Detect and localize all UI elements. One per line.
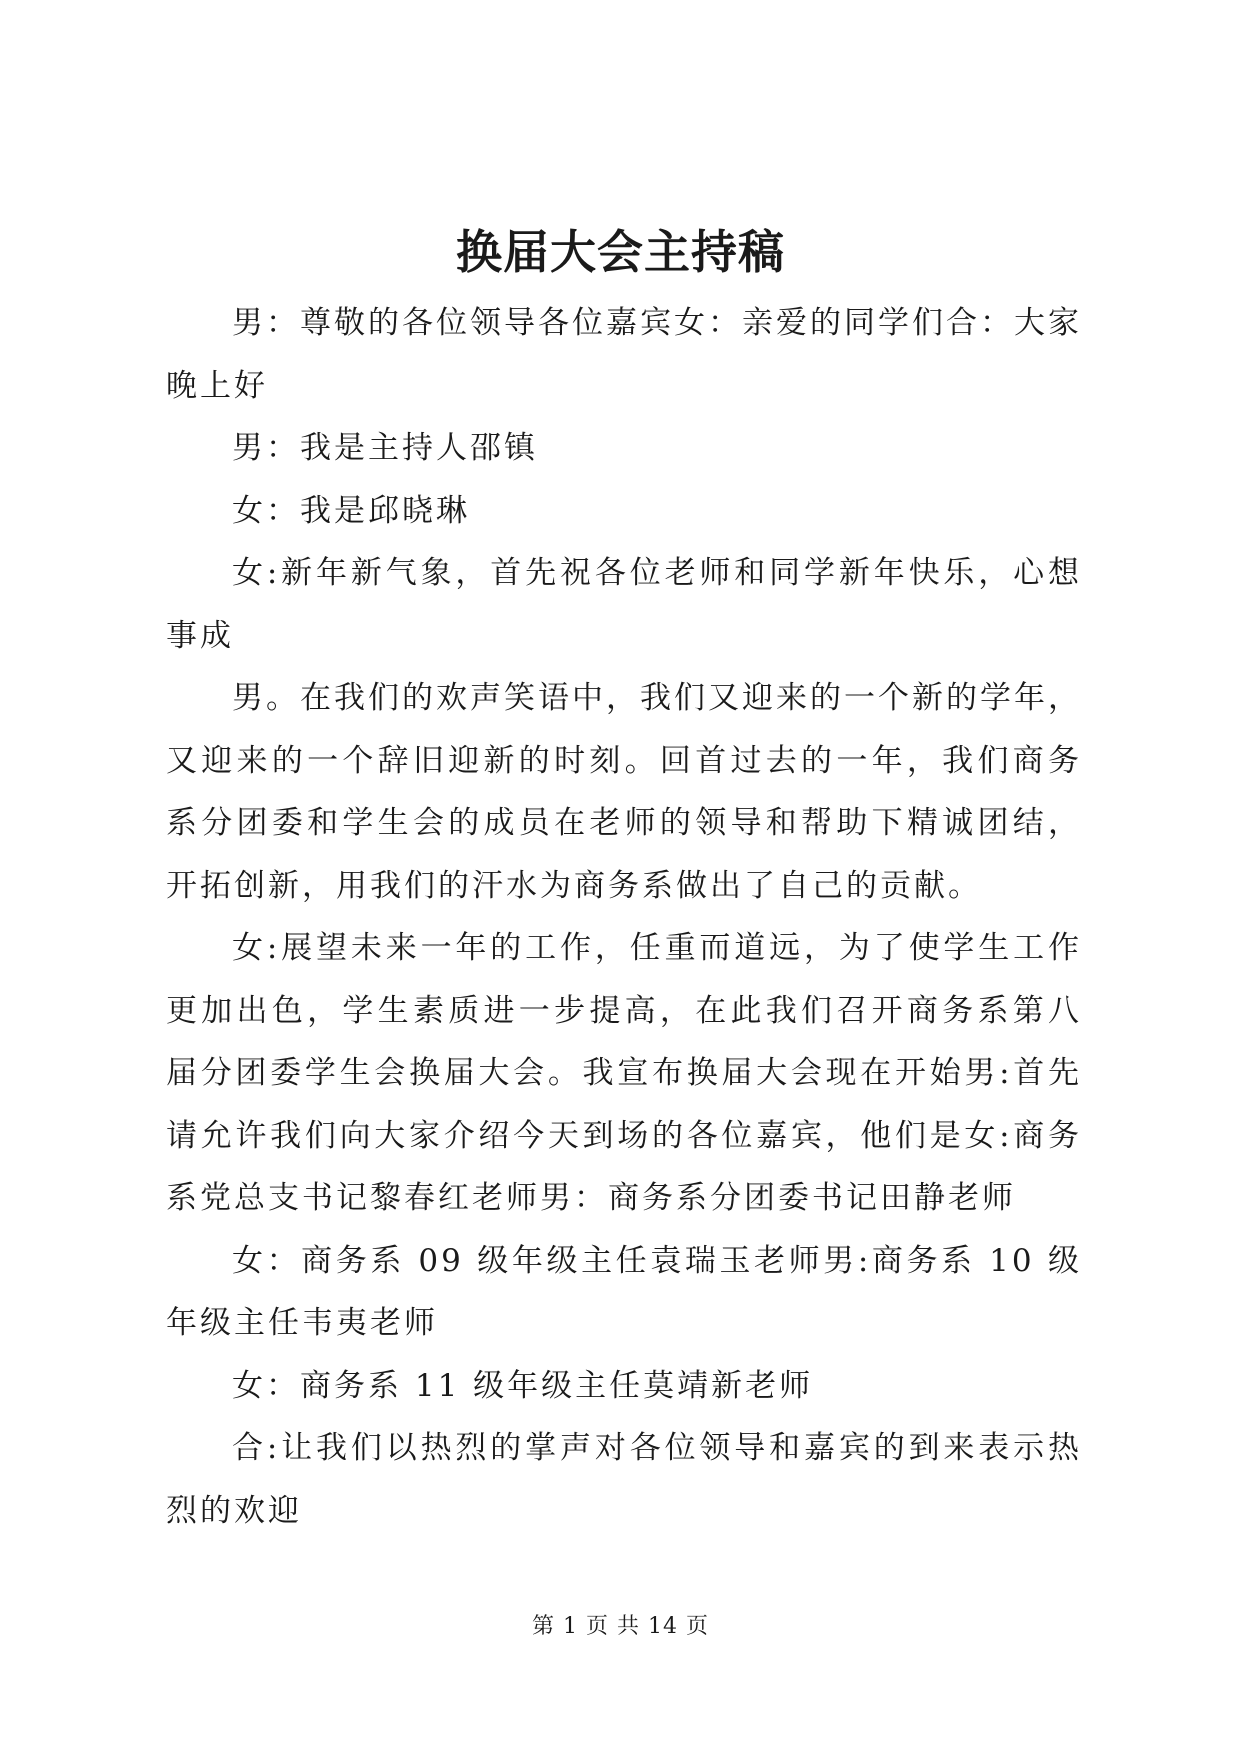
paragraph: 男：尊敬的各位领导各位嘉宾女：亲爱的同学们合：大家晚上好 [166,305,1082,404]
paragraph: 女:新年新气象，首先祝各位老师和同学新年快乐，心想事成 [166,555,1082,654]
document-body [166,292,1082,1542]
paragraph: 女：商务系 09 级年级主任袁瑞玉老师男:商务系 10 级年级主任韦夷老师 [166,1242,1082,1341]
page-footer: 第 1 页 共 14 页 [532,1614,709,1639]
paragraph: 女:展望未来一年的工作，任重而道远，为了使学生工作更加出色，学生素质进一步提高，在此我们召开商务系第八届分团委学生会换届大会。我宣布换届大会现在开始男:首先请允许我们向大家介绍今天到场的各位嘉宾，他们是女:商务系党总支书记黎春红老师男：商务系分团委书记田静老师 [166,930,1082,1216]
paragraph: 合:让我们以热烈的掌声对各位领导和嘉宾的到来表示热烈的欢迎 [166,1430,1082,1529]
document-title: 换届大会主持稿 [456,225,785,279]
paragraph: 女：我是邱晓琳 [232,492,470,529]
paragraph: 男：我是主持人邵镇 [232,430,538,466]
paragraph: 男。在我们的欢声笑语中，我们又迎来的一个新的学年，又迎来的一个辞旧迎新的时刻。回首过去的一年，我们商务系分团委和学生会的成员在老师的领导和帮助下精诚团结，开拓创新，用我们的汗水为商务系做出了自己的贡献。 [166,680,1082,904]
paragraph: 女：商务系 11 级年级主任莫靖新老师 [232,1367,814,1404]
